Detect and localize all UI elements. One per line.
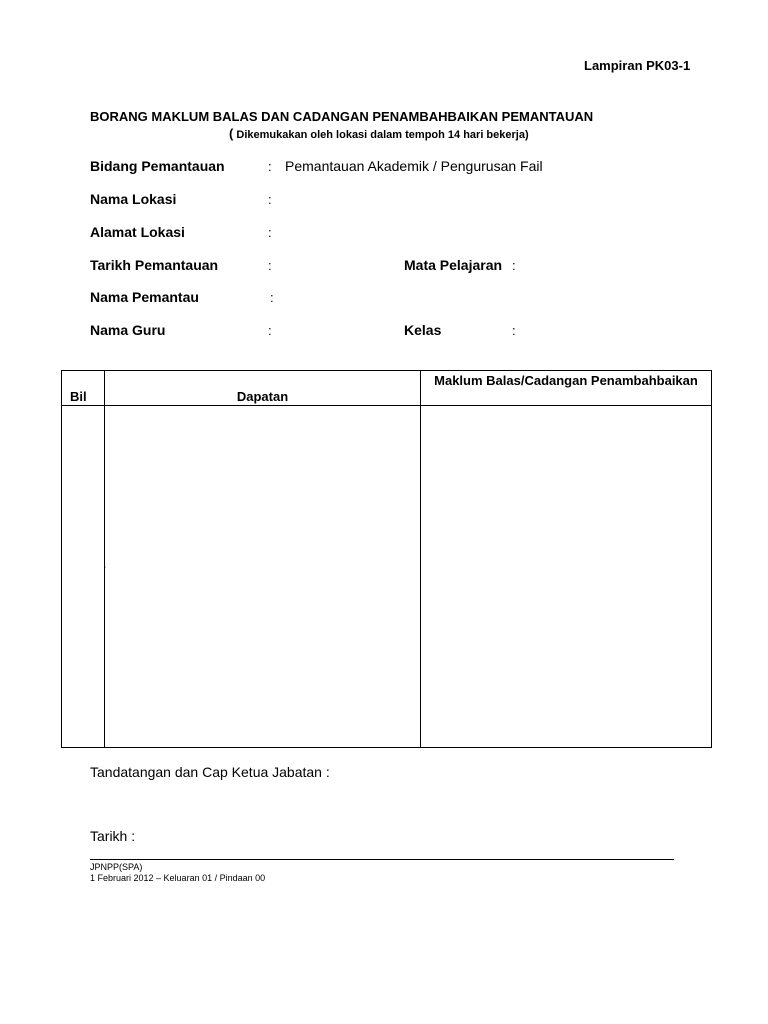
tarikh-pemantauan-label: Tarikh Pemantauan (90, 257, 219, 273)
mata-pelajaran-label: Mata Pelajaran (404, 257, 503, 273)
feedback-table (61, 370, 712, 748)
alamat-lokasi-label: Alamat Lokasi (90, 224, 185, 240)
stray-mark: . (103, 557, 107, 571)
kelas-label: Kelas (404, 322, 442, 338)
mata-pelajaran-colon: : (512, 258, 516, 273)
nama-lokasi-colon: : (268, 192, 272, 207)
form-title: BORANG MAKLUM BALAS DAN CADANGAN PENAMBAHBAIKAN PEMANTAUAN (90, 109, 594, 124)
bidang-pemantauan-colon: : (268, 159, 272, 174)
cell-dapatan[interactable] (105, 406, 421, 748)
footer-divider (90, 859, 674, 860)
form-subtitle (229, 126, 529, 141)
alamat-lokasi-colon: : (268, 225, 272, 240)
tarikh-label: Tarikh : (90, 828, 136, 844)
nama-lokasi-label: Nama Lokasi (90, 191, 177, 207)
tarikh-pemantauan-colon: : (268, 258, 272, 273)
nama-guru-colon: : (268, 323, 272, 338)
lampiran-label: Lampiran PK03-1 (584, 58, 691, 73)
cell-bil[interactable] (62, 406, 105, 748)
footer-revision: 1 Februari 2012 – Keluaran 01 / Pindaan 00 (90, 873, 266, 883)
footer-code: JPNPP(SPA) (90, 862, 143, 872)
bidang-pemantauan-value: Pemantauan Akademik / Pengurusan Fail (285, 158, 543, 174)
cell-maklum-balas[interactable] (421, 406, 712, 748)
header-dapatan: Dapatan (105, 371, 421, 406)
nama-pemantau-label: Nama Pemantau (90, 289, 199, 305)
signature-label: Tandatangan dan Cap Ketua Jabatan : (90, 764, 330, 780)
table-row (62, 406, 712, 748)
subtitle-text: Dikemukakan oleh lokasi dalam tempoh 14 hari bekerja) (233, 129, 529, 141)
kelas-colon: : (512, 323, 516, 338)
subtitle-paren: ( (229, 126, 234, 141)
header-bil: Bil (62, 371, 105, 406)
nama-guru-label: Nama Guru (90, 322, 166, 338)
header-maklum-balas: Maklum Balas/Cadangan Penambahbaikan (421, 371, 712, 406)
nama-pemantau-colon: : (270, 290, 274, 305)
table-header-row (62, 371, 712, 406)
bidang-pemantauan-label: Bidang Pemantauan (90, 158, 225, 174)
